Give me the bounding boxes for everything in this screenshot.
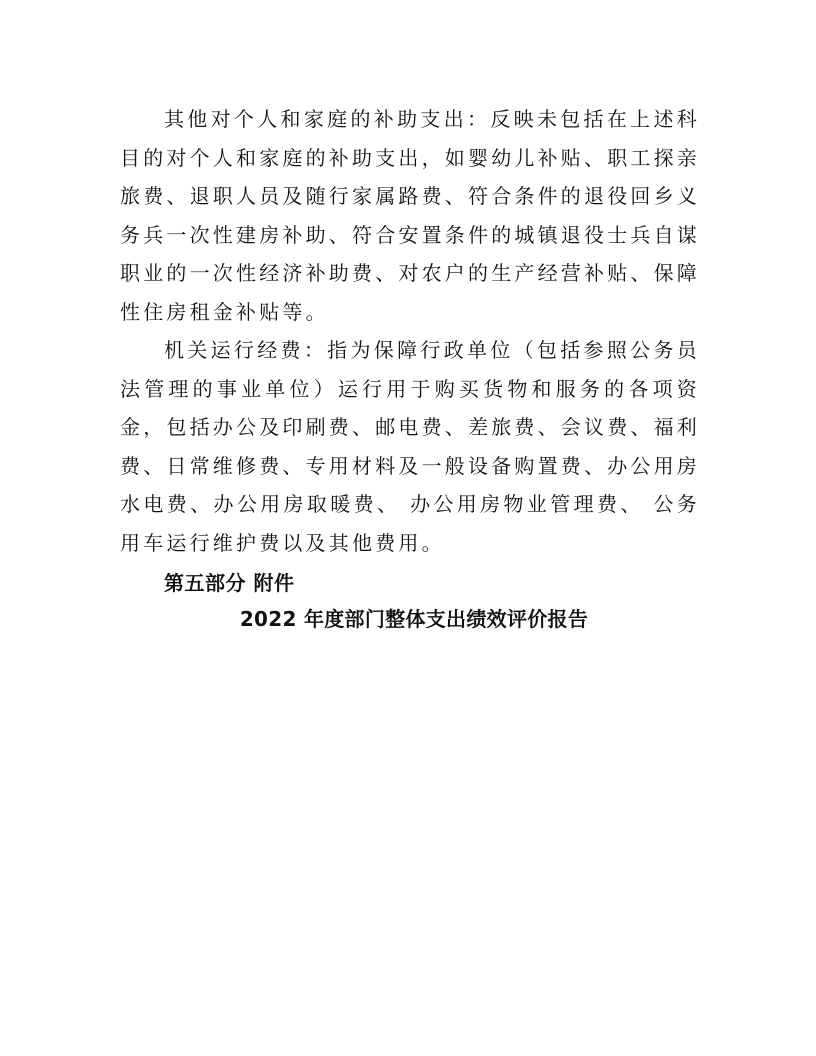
document-body <box>120 100 700 636</box>
section-heading-part-five: 第五部分 附件 <box>164 571 295 595</box>
paragraph-other-household-subsidies: 其他对个人和家庭的补助支出：反映未包括在上述科目的对个人和家庭的补助支出，如婴幼儿补贴、职工探亲旅费、退职人员及随行家属路费、符合条件的退役回乡义务兵一次性建房补助、符合安置条件的城镇退役士兵自谋职业的一次性经济补助费、对农户的生产经营补贴、保障性住房租金补贴等。 <box>120 107 700 324</box>
paragraph-agency-operating-expenses: 机关运行经费：指为保障行政单位（包括参照公务员法管理的事业单位）运行用于购买货物和服务的各项资金，包括办公及印刷费、邮电费、差旅费、会议费、福利费、日常维修费、专用材料及一般设备购置费、办公用房水电费、办公用房取暖费、 办公用房物业管理费、 公务用车运行维护费以及其他费用。 <box>120 338 700 555</box>
report-title: 2022 年度部门整体支出绩效评价报告 <box>239 607 589 631</box>
